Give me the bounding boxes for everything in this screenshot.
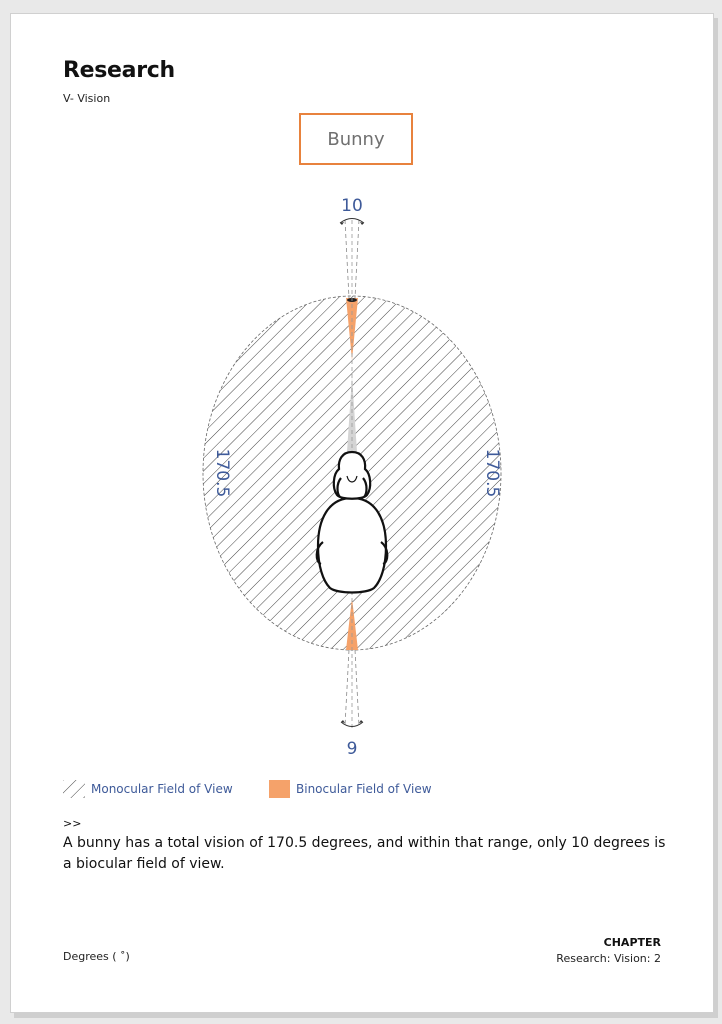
page-title: Research <box>63 58 175 83</box>
page-subtitle: V- Vision <box>63 92 111 105</box>
rear-angle-line-right <box>355 650 359 726</box>
legend-monocular <box>63 780 233 798</box>
animal-name: Bunny <box>327 128 385 150</box>
front-binocular-degrees-label: 10 <box>341 196 363 216</box>
front-angle-line-right <box>355 220 359 298</box>
document-page <box>10 13 714 1013</box>
legend-binocular <box>269 780 432 798</box>
description-text: A bunny has a total vision of 170.5 degrees, and within that range, only 10 degrees is a biocular field of view. <box>63 835 666 872</box>
orange-swatch-icon <box>269 780 290 798</box>
front-angle-line-left <box>345 220 349 298</box>
footer-chapter-label: CHAPTER <box>603 936 661 949</box>
rear-angle-line-left <box>345 650 349 726</box>
right-monocular-degrees-label: 170.5 <box>482 448 502 498</box>
legend-binocular-label: Binocular Field of View <box>296 782 432 796</box>
left-monocular-degrees-label: 170.5 <box>212 448 232 498</box>
footer-chapter-ref: Research: Vision: 2 <box>556 952 661 965</box>
footer-units: Degrees ( ˚) <box>63 950 130 963</box>
rear-binocular-degrees-label: 9 <box>346 739 358 759</box>
footer-chapter-block <box>556 935 661 967</box>
hatch-swatch-icon <box>63 780 85 798</box>
description-prefix: >> <box>63 817 82 830</box>
legend-monocular-label: Monocular Field of View <box>91 782 233 796</box>
